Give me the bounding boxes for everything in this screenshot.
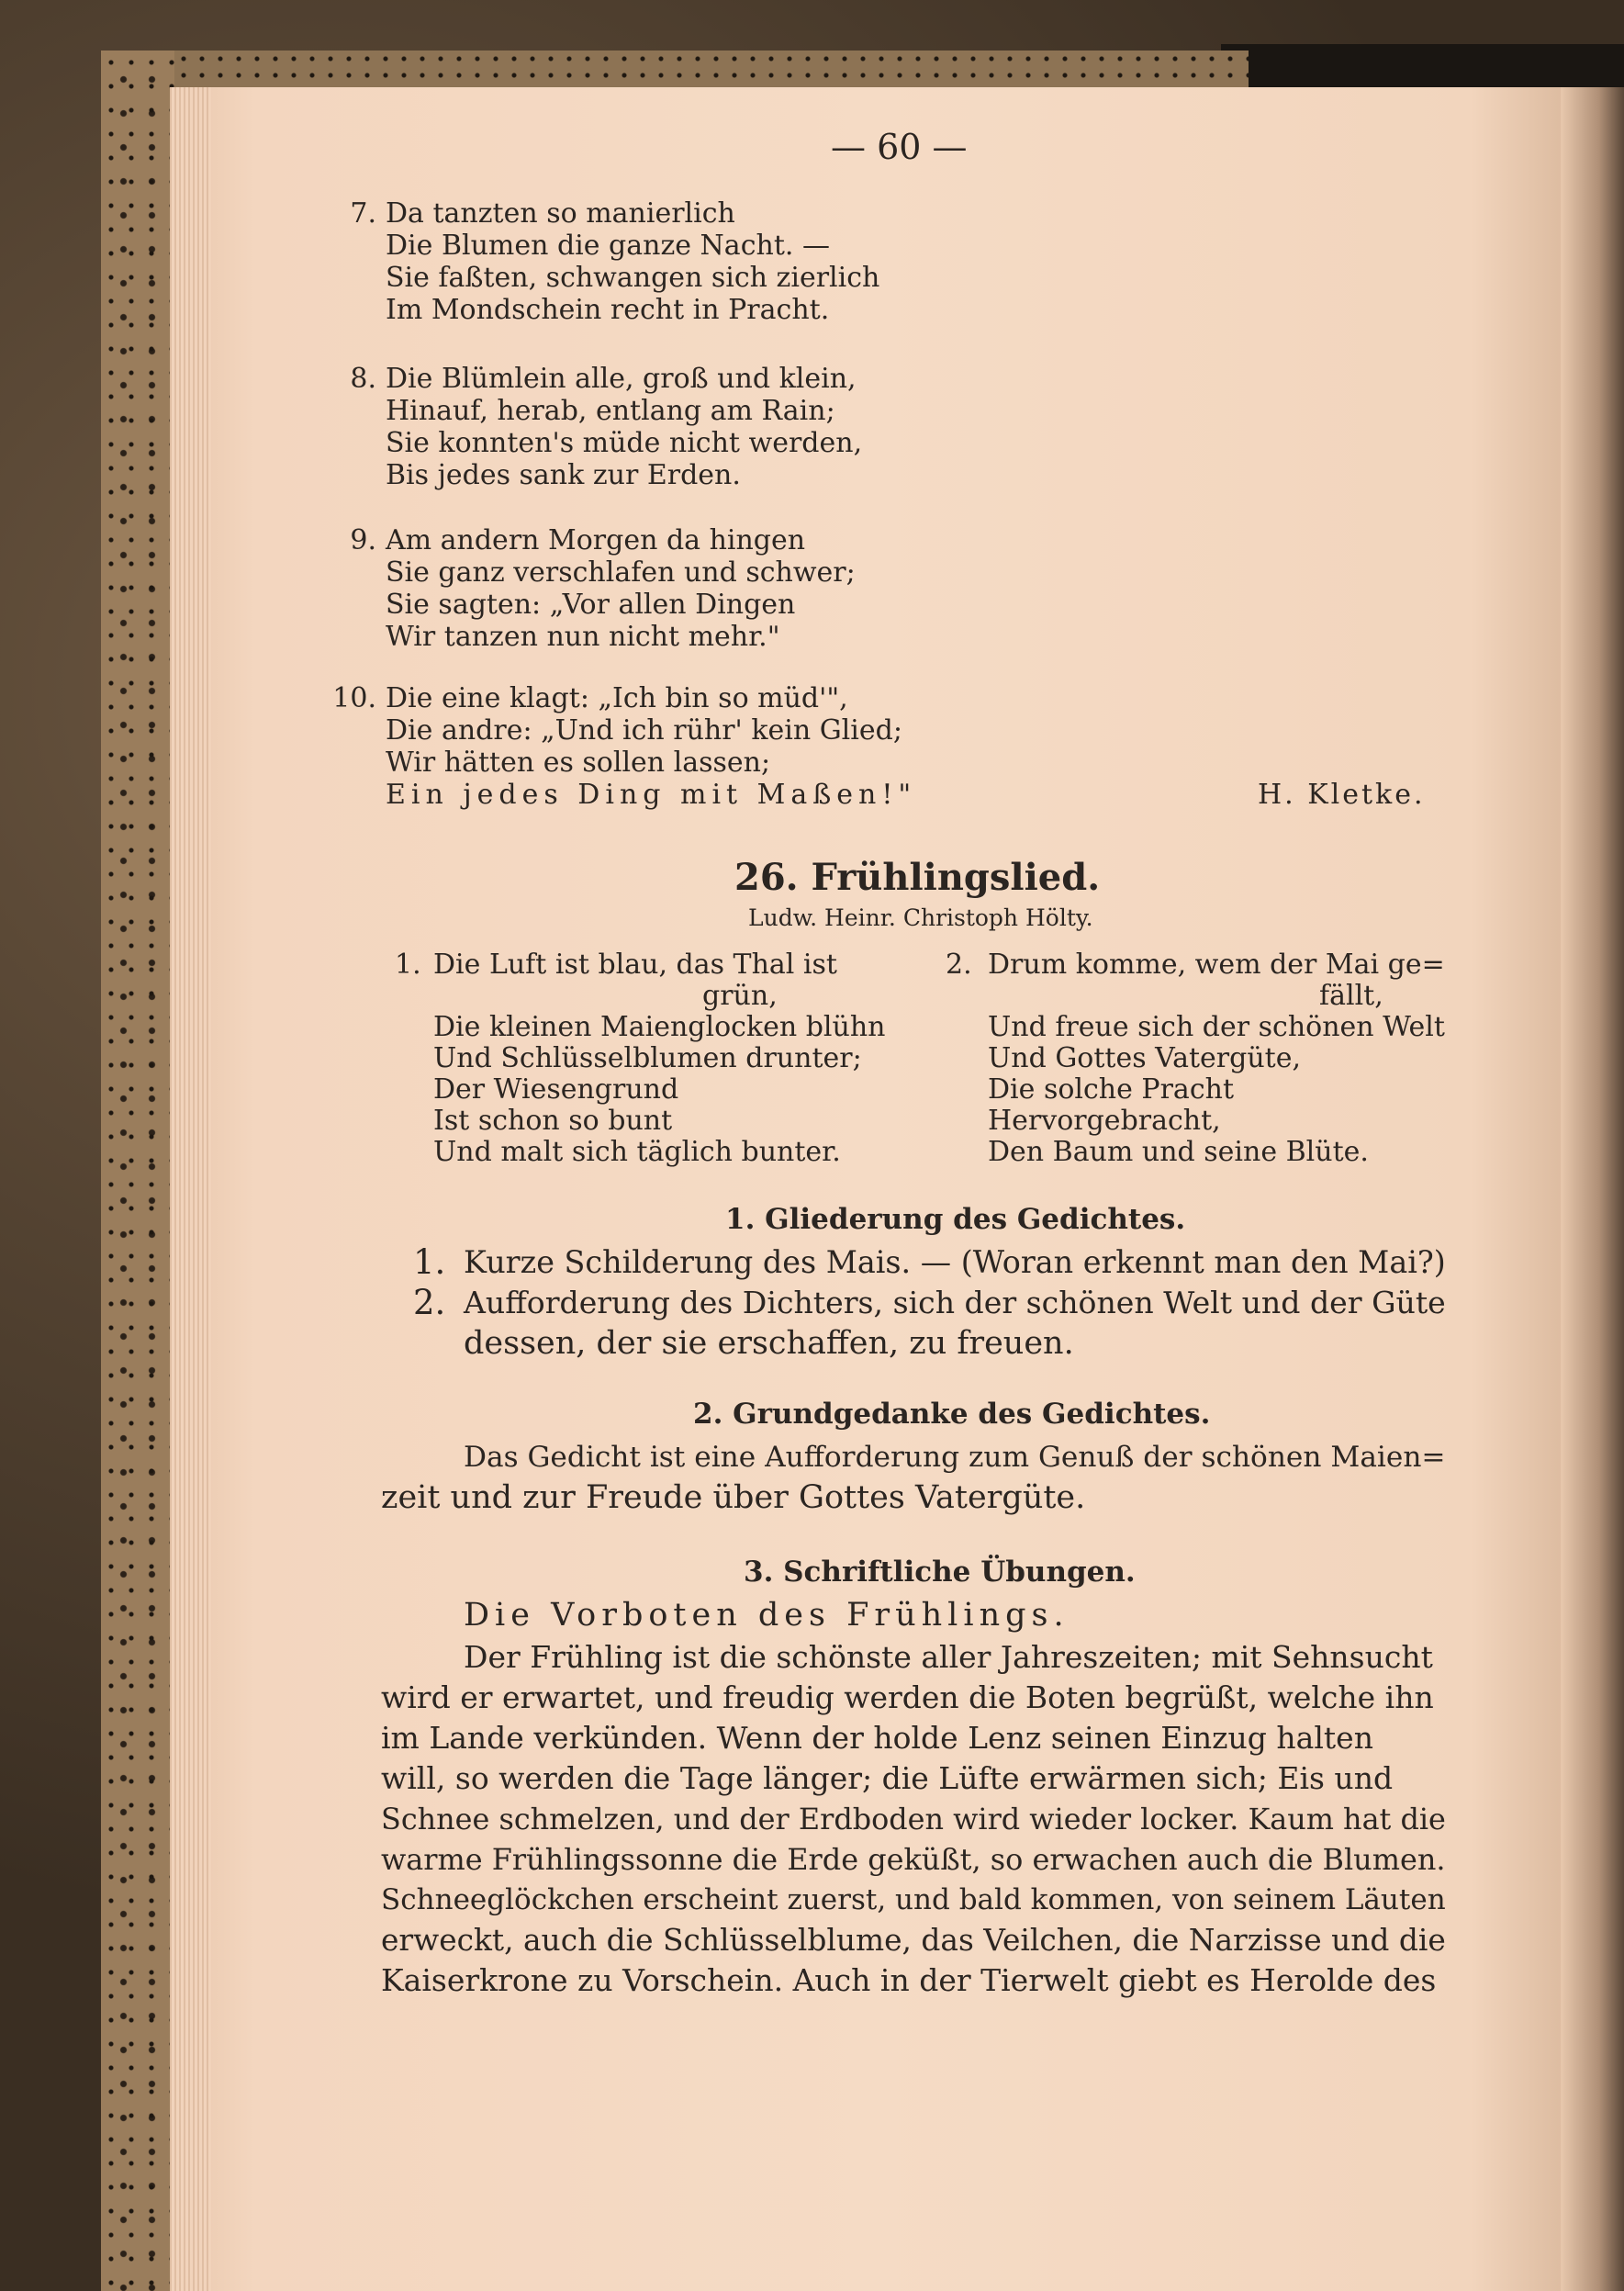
verse-line: Hervorgebracht,	[988, 1105, 1221, 1137]
verse-line: Den Baum und seine Blüte.	[988, 1136, 1369, 1168]
verse-line: Sie ganz verschlafen und schwer;	[386, 556, 856, 589]
list-item: Aufforderung des Dichters, sich der schönen Welt und der Güte	[464, 1285, 1446, 1320]
verse-line: Sie faßten, schwangen sich zierlich	[386, 262, 880, 294]
stanza-number: 8.	[350, 363, 376, 395]
verse-line: Der Wiesengrund	[433, 1073, 679, 1106]
verse-line: Die Blumen die ganze Nacht. —	[386, 230, 830, 262]
stanza-number: 9.	[350, 524, 376, 556]
verse-line: Und freue sich der schönen Welt	[988, 1011, 1445, 1043]
section-heading: 3. Schriftliche Übungen.	[744, 1555, 1136, 1589]
page-edges	[170, 87, 211, 2291]
verse-line: Die andre: „Und ich rühr' kein Glied;	[386, 714, 902, 747]
verse-line: Wir tanzen nun nicht mehr."	[386, 621, 780, 653]
book-page	[170, 87, 1584, 2291]
verse-line: Am andern Morgen da hingen	[386, 524, 806, 556]
verse-line: Und Gottes Vatergüte,	[988, 1042, 1301, 1074]
verse-line: Die Blümlein alle, groß und klein,	[386, 363, 857, 395]
paragraph-line: Schnee schmelzen, und der Erdboden wird wieder locker. Kaum hat die	[381, 1802, 1446, 1836]
list-item: Kurze Schilderung des Mais. — (Woran erkennt man den Mai?)	[464, 1244, 1446, 1280]
list-number: 2.	[413, 1283, 446, 1322]
verse-line: Ein jedes Ding mit Maßen!"	[386, 779, 917, 811]
verse-line: Die solche Pracht	[988, 1073, 1234, 1106]
verse-line: fällt,	[1319, 980, 1383, 1012]
verse-line: Hinauf, herab, entlang am Rain;	[386, 395, 835, 427]
spine-shadow	[1561, 87, 1624, 2291]
paragraph-line: im Lande verkünden. Wenn der holde Lenz seinen Einzug halten	[381, 1720, 1373, 1756]
verse-line: Drum komme, wem der Mai ge=	[988, 949, 1445, 981]
verse-line: Und Schlüsselblumen drunter;	[433, 1042, 862, 1074]
poem1-author: H. Kletke.	[1258, 779, 1426, 811]
marbled-board-left	[101, 51, 174, 2291]
section-heading: 1. Gliederung des Gedichtes.	[725, 1203, 1186, 1236]
paragraph-line: Der Frühling ist die schönste aller Jahreszeiten; mit Sehnsucht	[464, 1639, 1433, 1675]
verse-line: Und malt sich täglich bunter.	[433, 1136, 841, 1168]
section-heading: 2. Grundgedanke des Gedichtes.	[693, 1398, 1211, 1431]
paragraph-line: Das Gedicht ist eine Aufforderung zum Genuß der schönen Maien=	[464, 1441, 1446, 1474]
verse-line: Die kleinen Maienglocken blühn	[433, 1011, 886, 1043]
paragraph-line: zeit und zur Freude über Gottes Vatergüte.	[381, 1479, 1086, 1516]
verse-line: Im Mondschein recht in Pracht.	[386, 294, 830, 326]
paragraph-line: will, so werden die Tage länger; die Lüfte erwärmen sich; Eis und	[381, 1760, 1394, 1796]
verse-line: Die eine klagt: „Ich bin so müd'",	[386, 682, 848, 714]
verse-line: Da tanzten so manierlich	[386, 197, 735, 230]
poem2-title: 26. Frühlingslied.	[734, 856, 1101, 899]
stanza-number: 1.	[395, 949, 421, 981]
verse-line: Ist schon so bunt	[433, 1105, 673, 1137]
verse-line: Sie konnten's müde nicht werden,	[386, 427, 863, 459]
page-number: — 60 —	[831, 127, 968, 167]
stanza-number: 10.	[332, 682, 376, 714]
stanza-number: 2.	[946, 949, 972, 981]
stanza-number: 7.	[350, 197, 376, 230]
paragraph-line: Schneeglöckchen erscheint zuerst, und bald kommen, von seinem Läuten	[381, 1883, 1446, 1916]
paragraph-line: erweckt, auch die Schlüsselblume, das Veilchen, die Narzisse und die	[381, 1923, 1446, 1958]
verse-line: grün,	[702, 980, 778, 1012]
paragraph-line: Kaiserkrone zu Vorschein. Auch in der Tierwelt giebt es Herolde des	[381, 1962, 1437, 1998]
verse-line: Bis jedes sank zur Erden.	[386, 459, 741, 491]
verse-line: Die Luft ist blau, das Thal ist	[433, 949, 837, 981]
paragraph-line: warme Frühlingssonne die Erde geküßt, so erwachen auch die Blumen.	[381, 1842, 1446, 1877]
list-item-continuation: dessen, der sie erschaffen, zu freuen.	[464, 1325, 1074, 1362]
essay-title: Die Vorboten des Frühlings.	[464, 1597, 1070, 1634]
list-number: 1.	[413, 1242, 446, 1282]
paragraph-line: wird er erwartet, und freudig werden die Boten begrüßt, welche ihn	[381, 1679, 1434, 1715]
verse-line: Wir hätten es sollen lassen;	[386, 747, 771, 779]
verse-line: Sie sagten: „Vor allen Dingen	[386, 589, 796, 621]
poem2-author: Ludw. Heinr. Christoph Hölty.	[748, 904, 1093, 931]
